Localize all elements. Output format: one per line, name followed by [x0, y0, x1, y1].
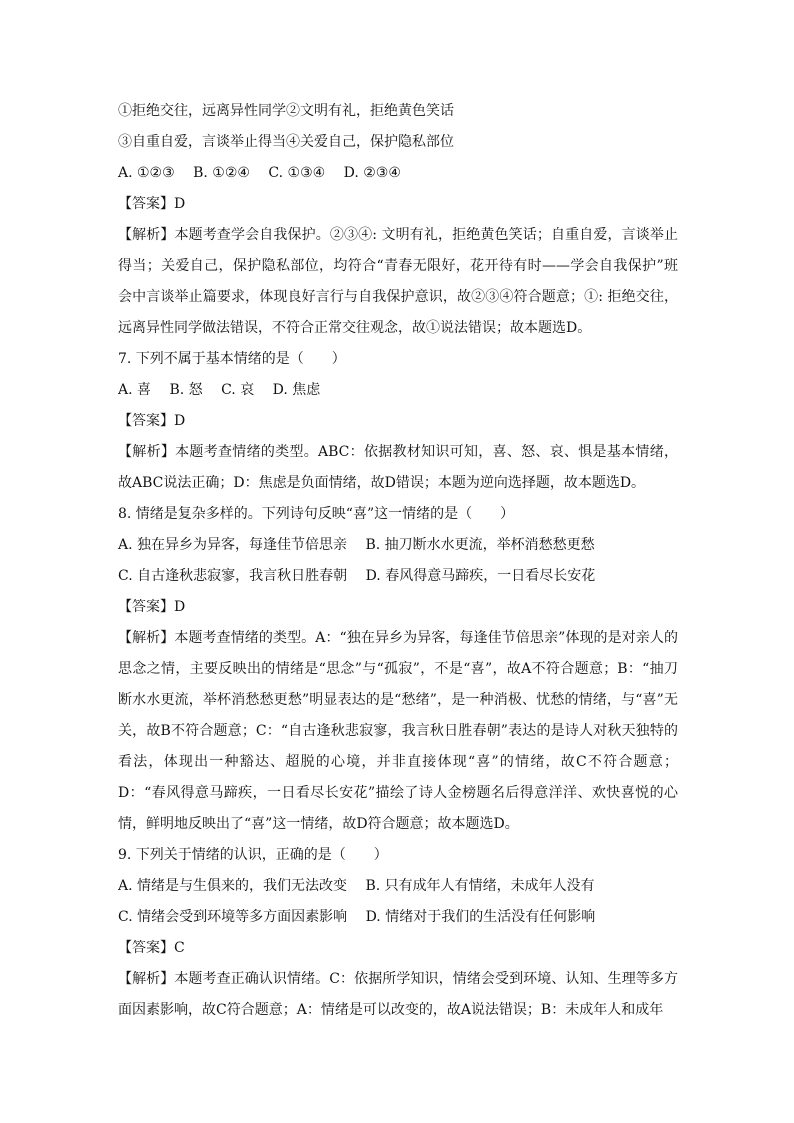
question-8-options-cd: C. 自古逢秋悲寂寥，我言秋日胜春朝 D. 春风得意马蹄疾，一日看尽长安花: [118, 568, 596, 584]
question-8-options-ab: A. 独在异乡为异客，每逢佳节倍思亲 B. 抽刀断水水更流，举杯消愁愁更愁: [118, 537, 595, 553]
question-7-stem: 7. 下列不属于基本情绪的是（ ）: [118, 351, 346, 367]
question-8-stem: 8. 情绪是复杂多样的。下列诗句反映“喜”这一情绪的是（ ）: [118, 506, 515, 522]
question-6-explanation: 【解析】本题考查学会自我保护。②③④: 文明有礼，拒绝黄色笑话；自重自爱，言谈举止得当；关爱自己，保护隐私部位，均符合“青春无限好，花开待有时——学会自我保护”班会中言谈举止篇要求，体现良好言行与自我保护意识，故②③④符合题意；①: 拒绝交往，远离异性同学做法错误，不符合正常交往观念，故①说法错误；故本题选D。: [118, 227, 678, 336]
question-9-stem: 9. 下列关于情绪的认识，正确的是（ ）: [118, 847, 388, 863]
question-7-options: A. 喜 B. 怒 C. 哀 D. 焦虑: [118, 382, 321, 398]
question-9-answer: 【答案】C: [118, 940, 185, 956]
question-6-statement-line-1: ①拒绝交往，远离异性同学②文明有礼，拒绝黄色笑话: [118, 103, 454, 119]
question-9-options-cd: C. 情绪会受到环境等多方面因素影响 D. 情绪对于我们的生活没有任何影响: [118, 909, 596, 925]
question-8-answer: 【答案】D: [118, 599, 186, 615]
question-6-answer: 【答案】D: [118, 196, 186, 212]
question-6-options: A. ①②③ B. ①②④ C. ①③④ D. ②③④: [118, 165, 401, 181]
question-7-explanation: 【解析】本题考查情绪的类型。ABC：依据教材知识可知，喜、怒、哀、惧是基本情绪，故ABC说法正确；D：焦虑是负面情绪，故D错误；本题为逆向选择题，故本题选D。: [118, 444, 678, 491]
question-9-options-ab: A. 情绪是与生俱来的，我们无法改变 B. 只有成年人有情绪，未成年人没有: [118, 878, 595, 894]
question-8-explanation: 【解析】本题考查情绪的类型。A：“独在异乡为异客，每逢佳节倍思亲”体现的是对亲人的思念之情，主要反映出的情绪是“思念”与“孤寂”，不是“喜”，故A不符合题意；B：“抽刀断水水更流，举杯消愁愁更愁”明显表达的是“愁绪”，是一种消极、忧愁的情绪，与“喜”无关，故B不符合题意；C：“自古逢秋悲寂寥，我言秋日胜春朝”表达的是诗人对秋天独特的看法，体现出一种豁达、超脱的心境，并非直接体现“喜”的情绪，故C不符合题意；D：“春风得意马蹄疾，一日看尽长安花”描绘了诗人金榜题名后得意洋洋、欢快喜悦的心情，鲜明地反映出了“喜”这一情绪，故D符合题意；故本题选D。: [118, 630, 678, 832]
question-7-answer: 【答案】D: [118, 413, 186, 429]
question-9-explanation: 【解析】本题考查正确认识情绪。C：依据所学知识，情绪会受到环境、认知、生理等多方面因素影响，故C符合题意；A：情绪是可以改变的，故A说法错误；B：未成年人和成年: [118, 971, 678, 1018]
document-content: [118, 96, 678, 1026]
question-6-statement-line-2: ③自重自爱，言谈举止得当④关爱自己，保护隐私部位: [118, 134, 454, 150]
